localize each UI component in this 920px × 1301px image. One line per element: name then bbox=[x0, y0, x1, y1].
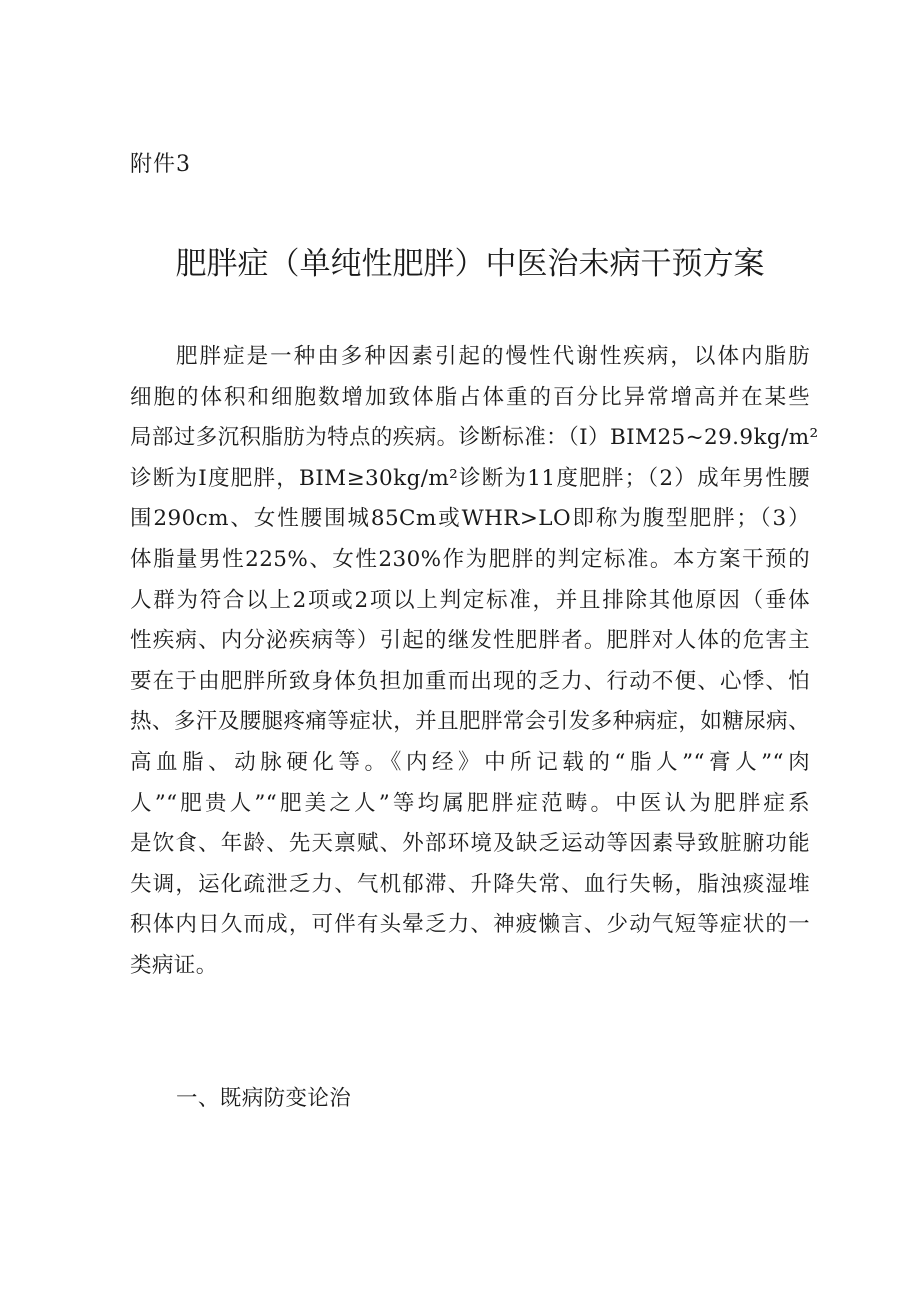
document-title: 肥胖症（单纯性肥胖）中医治未病干预方案 bbox=[175, 246, 765, 282]
paragraph-line: 围290cm、女性腰围城85Cm或WHR>LO即称为腹型肥胖；（3） bbox=[130, 506, 810, 532]
paragraph-line: 人”“肥贵人”“肥美之人”等均属肥胖症范畴。中医认为肥胖症系 bbox=[130, 790, 810, 816]
paragraph-line: 类病证。 bbox=[130, 952, 218, 978]
paragraph-line: 积体内日久而成，可伴有头晕乏力、神疲懒言、少动气短等症状的一 bbox=[130, 912, 810, 938]
section-heading: 一、既病防变论治 bbox=[176, 1086, 352, 1111]
attachment-label: 附件3 bbox=[130, 152, 191, 177]
paragraph-line: 诊断为I度肥胖，BIM≥30kg∕m²诊断为11度肥胖；（2）成年男性腰 bbox=[130, 465, 810, 491]
paragraph-line: 局部过多沉积脂肪为特点的疾病。诊断标准：（I）BIM25~29.9kg∕m² bbox=[130, 425, 819, 451]
paragraph-line: 失调，运化疏泄乏力、气机郁滞、升降失常、血行失畅，脂浊痰湿堆 bbox=[130, 871, 810, 897]
paragraph-line: 高血脂、动脉硬化等。《内经》中所记载的“脂人”“膏人”“肉 bbox=[130, 749, 810, 775]
paragraph-line: 细胞的体积和细胞数增加致体脂占体重的百分比异常增高并在某些 bbox=[130, 384, 810, 410]
paragraph-line: 要在于由肥胖所致身体负担加重而出现的乏力、行动不便、心悸、怕 bbox=[130, 668, 810, 694]
paragraph-line: 肥胖症是一种由多种因素引起的慢性代谢性疾病，以体内脂肪 bbox=[176, 344, 810, 369]
paragraph-line: 性疾病、内分泌疾病等）引起的继发性肥胖者。肥胖对人体的危害主 bbox=[130, 628, 810, 654]
paragraph-line: 体脂量男性225%、女性230%作为肥胖的判定标准。本方案干预的 bbox=[130, 546, 810, 572]
paragraph-line: 是饮食、年龄、先天禀赋、外部环境及缺乏运动等因素导致脏腑功能 bbox=[130, 831, 810, 857]
paragraph-line: 人群为符合以上2项或2项以上判定标准，并且排除其他原因（垂体 bbox=[130, 587, 810, 613]
body-paragraph bbox=[130, 337, 819, 987]
paragraph-line: 热、多汗及腰腿疼痛等症状，并且肥胖常会引发多种病症，如糖尿病、 bbox=[130, 709, 810, 735]
